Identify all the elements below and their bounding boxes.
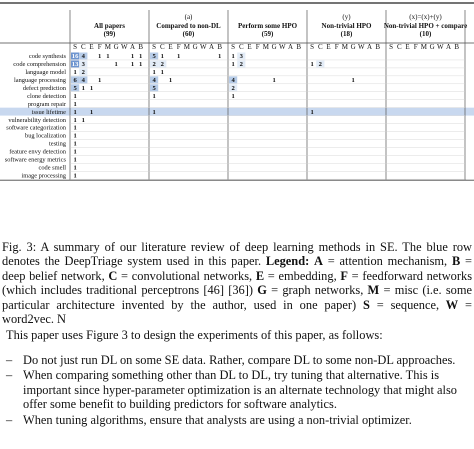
list-item-text: Do not just run DL on some SE data. Rather, compare DL to some non-DL approaches.: [23, 353, 456, 367]
caption-lead: Fig. 3: A summary of our literature review of deep learning methods in SE. The blue row denotes the DeepTriage system used in this paper.: [2, 240, 472, 269]
row-label: code synthesis: [28, 53, 66, 61]
column-header: M: [183, 43, 191, 51]
row-label: bug localization: [25, 132, 66, 140]
cell-value: 2: [152, 61, 156, 69]
row-label: image processing: [21, 172, 66, 180]
cell-value: 2: [239, 61, 243, 69]
legend-desc: misc (i.e. some particular architecture invented by the author, used in one paper): [2, 283, 473, 312]
column-header: C: [159, 43, 165, 51]
column-header: S: [73, 43, 78, 51]
cell-value: 3: [239, 53, 243, 61]
column-header: F: [97, 43, 102, 51]
cell-value: 1: [73, 132, 77, 140]
column-header: B: [454, 43, 460, 51]
row-label: testing: [48, 140, 66, 148]
cell-value: 1: [73, 148, 77, 156]
list-item: [0, 413, 474, 427]
column-header: A: [287, 43, 294, 51]
list-item-text: When tuning algorithms, ensure that analysts are using a non-trivial optimizer.: [23, 412, 412, 427]
group-count: (18): [340, 30, 353, 38]
cell-value: 1: [73, 164, 77, 172]
column-header: M: [262, 43, 270, 51]
column-header: B: [375, 43, 381, 51]
cell-value: 1: [231, 92, 235, 100]
cell-value: 1: [73, 108, 77, 116]
legend-equals: =: [379, 283, 395, 298]
column-header: F: [413, 43, 418, 51]
group-count: (10): [419, 30, 432, 38]
cell-value: 1: [73, 172, 77, 180]
cell-value: 4: [81, 77, 85, 84]
legend-key: A: [314, 254, 323, 269]
group-label: Non-trivial HPO: [321, 22, 372, 30]
cell-value: 5: [152, 53, 156, 61]
cell-value: 16: [71, 53, 79, 61]
group-label: All papers: [94, 22, 125, 30]
legend-key: S: [356, 297, 370, 312]
top-mark: (a): [184, 13, 193, 21]
legend-desc: convolutional networks,: [131, 268, 253, 283]
cell-value: 1: [89, 108, 94, 116]
column-header: E: [326, 43, 331, 51]
row-label: language processing: [14, 77, 66, 84]
row-label: feature envy detection: [9, 148, 66, 156]
column-header: S: [310, 43, 315, 51]
group-label: Non-trivial HPO + compare: [383, 22, 468, 30]
row-label: language model: [25, 69, 66, 77]
column-header: A: [366, 43, 373, 51]
cell-value: 4: [231, 77, 235, 84]
column-header: C: [238, 43, 244, 51]
group-label: Perform some HPO: [237, 22, 298, 30]
column-header: G: [429, 43, 435, 51]
legend-equals: =: [322, 254, 340, 269]
cell-value: 1: [160, 69, 164, 77]
cell-value: 4: [81, 53, 85, 61]
cell-value: 1: [177, 53, 181, 61]
legend-equals: =: [347, 268, 363, 283]
legend-equals: =: [264, 268, 279, 283]
legend-equals: =: [369, 297, 391, 312]
group-mark: (x)=(x)+(y): [409, 13, 442, 21]
column-header: M: [341, 43, 349, 51]
legend-key: E: [252, 268, 265, 283]
guideline-list: [0, 353, 474, 428]
group-count: (59): [261, 30, 274, 38]
highlight-row-band: [0, 108, 474, 116]
cell-value: 1: [218, 53, 222, 61]
column-header: W: [357, 43, 365, 51]
legend-key: M: [363, 283, 380, 298]
row-label: defect prediction: [22, 84, 66, 92]
column-header: C: [317, 43, 323, 51]
column-header: G: [271, 43, 277, 51]
cell-value: 1: [98, 53, 102, 61]
column-header: A: [445, 43, 452, 51]
legend-desc: embedding,: [278, 268, 337, 283]
legend-key: C: [104, 268, 118, 283]
column-header: G: [192, 43, 198, 51]
cell-value: 3: [81, 61, 85, 69]
cell-value: 4: [152, 77, 156, 84]
column-header: E: [405, 43, 410, 51]
cell-value: 1: [272, 77, 276, 84]
cell-value: 13: [71, 61, 79, 69]
cell-value: 1: [231, 53, 235, 61]
group-count: (99): [103, 30, 116, 38]
row-label: software energy metrics: [4, 156, 66, 164]
cell-value: 1: [98, 77, 102, 84]
column-header: F: [176, 43, 181, 51]
cell-value: 1: [73, 69, 77, 77]
body-paragraph: This paper uses Figure 3 to design the experiments of this paper, as follows:: [6, 328, 383, 342]
cell-value: 2: [231, 84, 235, 92]
row-label: program repair: [27, 100, 66, 108]
cell-value: 6: [73, 77, 77, 84]
row-label: code comprehension: [13, 61, 66, 69]
legend-desc: word2vec. N: [2, 312, 66, 327]
cell-value: 2: [81, 69, 85, 77]
column-header: W: [120, 43, 128, 51]
column-header: B: [217, 43, 223, 51]
cell-value: 1: [106, 53, 110, 61]
row-label: code smell: [38, 164, 66, 172]
cell-value: 1: [152, 92, 156, 100]
cell-value: 1: [73, 92, 77, 100]
cell-value: 1: [310, 108, 314, 116]
cell-value: 1: [81, 116, 85, 124]
cell-value: 1: [81, 84, 85, 92]
legend-label: Legend:: [265, 254, 310, 269]
column-header: M: [420, 43, 428, 51]
cell-value: 1: [168, 77, 173, 84]
column-header: A: [208, 43, 215, 51]
column-header: E: [89, 43, 94, 51]
column-header: S: [231, 43, 236, 51]
column-header: C: [396, 43, 402, 51]
cell-value: 1: [73, 140, 77, 148]
legend-key: G: [253, 283, 267, 298]
list-dash: –: [6, 412, 13, 427]
column-header: B: [296, 43, 302, 51]
cell-value: 1: [73, 156, 77, 164]
legend-desc: sequence,: [390, 297, 440, 312]
row-label: vulnerability detection: [8, 116, 66, 124]
legend-desc: feedforward networks (which includes traditional perceptrons [46] [36]): [2, 268, 473, 298]
legend-equals: =: [458, 297, 473, 312]
group-mark: (y): [342, 13, 351, 21]
group-label: Compared to non-DL: [156, 22, 221, 30]
cell-value: 1: [139, 61, 143, 69]
cell-value: 5: [73, 84, 77, 92]
row-label: issue lifetime: [31, 108, 66, 116]
cell-value: 5: [152, 84, 156, 92]
list-item-text: When comparing something other than DL to DL, try tuning that alternative. This is important since hyper-parameter optimization is an alternate technology that might also offer some benefit to building predictors for software analytics.: [23, 368, 457, 412]
legend-equals: =: [460, 254, 472, 269]
column-header: S: [389, 43, 394, 51]
row-label: clone detection: [27, 92, 66, 100]
column-header: G: [113, 43, 119, 51]
group-count: (60): [182, 30, 195, 38]
figure-caption: [2, 240, 472, 326]
cell-value: 2: [318, 61, 322, 69]
list-dash: –: [6, 353, 13, 367]
column-header: G: [350, 43, 356, 51]
cell-value: 1: [160, 53, 164, 61]
cell-value: 1: [231, 61, 235, 69]
legend-desc: attention mechanism,: [339, 254, 448, 269]
cell-value: 1: [89, 84, 94, 92]
row-label: software categorization: [6, 124, 66, 132]
column-header: W: [278, 43, 286, 51]
cell-value: 1: [310, 61, 314, 69]
column-header: E: [168, 43, 173, 51]
column-header: C: [80, 43, 86, 51]
cell-value: 1: [73, 116, 77, 124]
cell-value: 1: [152, 69, 156, 77]
list-item: [0, 353, 474, 367]
column-header: S: [152, 43, 157, 51]
cell-value: 2: [160, 61, 164, 69]
legend-desc: graph networks,: [282, 283, 364, 298]
list-dash: –: [6, 368, 13, 383]
cell-value: 1: [73, 100, 77, 108]
cell-value: 1: [152, 108, 156, 116]
legend-equals: =: [266, 283, 283, 298]
cell-value: 1: [139, 53, 143, 61]
cell-value: 1: [351, 77, 355, 84]
column-header: F: [334, 43, 339, 51]
cell-value: 1: [130, 53, 135, 61]
column-header: W: [199, 43, 207, 51]
column-header: A: [129, 43, 136, 51]
column-header: F: [255, 43, 260, 51]
column-header: M: [104, 43, 112, 51]
legend-desc: deep belief network,: [2, 268, 105, 283]
list-item: [0, 368, 474, 411]
legend-key: B: [447, 254, 461, 269]
column-header: W: [436, 43, 444, 51]
column-header: E: [247, 43, 252, 51]
legend-key: F: [336, 268, 348, 283]
cell-value: 1: [73, 124, 77, 132]
legend-equals: =: [117, 268, 132, 283]
cell-value: 1: [114, 61, 118, 69]
column-header: B: [138, 43, 144, 51]
cell-value: 1: [130, 61, 135, 69]
legend-key: W: [439, 297, 459, 312]
